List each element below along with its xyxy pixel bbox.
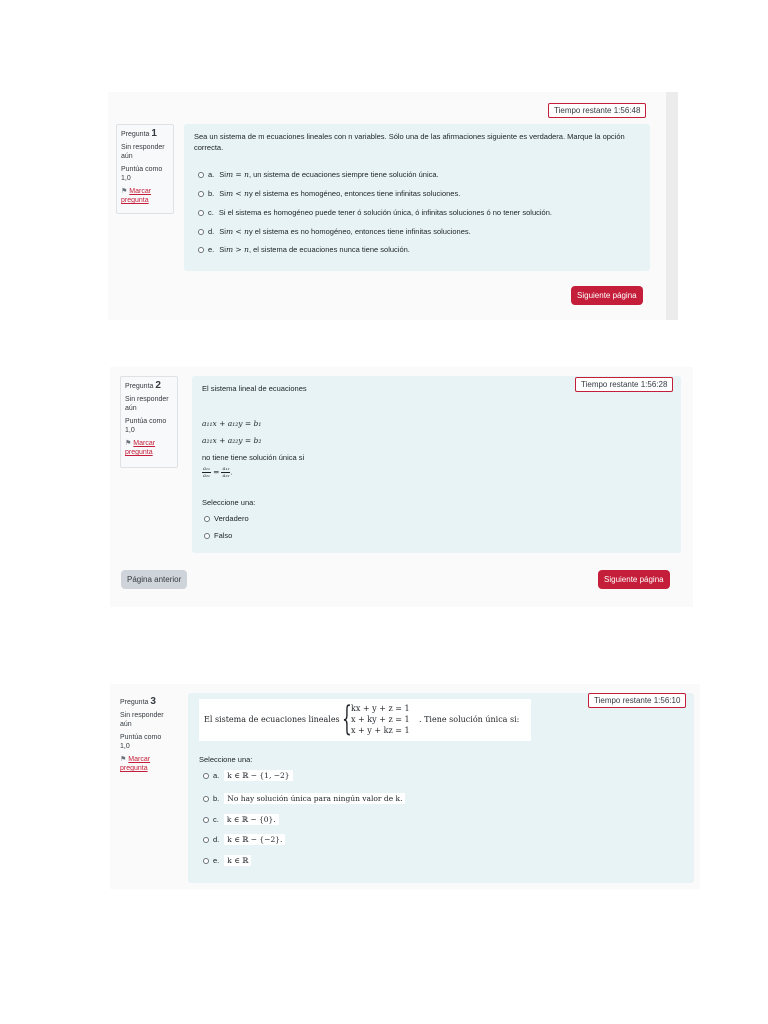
- flag-question-link[interactable]: ⚑ Marcar pregunta: [120, 756, 151, 772]
- answer-option-e[interactable]: e. k ∈ ℝ: [203, 855, 251, 866]
- radio-button[interactable]: [203, 773, 209, 779]
- previous-page-button[interactable]: Página anterior: [121, 570, 187, 589]
- radio-button[interactable]: [198, 247, 204, 253]
- flag-question-link[interactable]: ⚑ Marcar pregunta: [121, 188, 152, 204]
- flag-question-link[interactable]: ⚑ Marcar pregunta: [125, 440, 156, 456]
- choose-one-label: Seleccione una:: [202, 498, 256, 507]
- answer-option-c[interactable]: c. Si el sistema es homogéneo puede tener ó solución única, ó infinitas soluciones ó no tener solución.: [198, 208, 552, 217]
- equation-2: a₂₁x + a₂₂y = b₂: [202, 436, 262, 445]
- question-content-2: [192, 376, 681, 553]
- question-info-1: [116, 124, 174, 214]
- answer-option-d[interactable]: d. Si m < n y el sistema es no homogéneo, entonces tiene infinitas soluciones.: [198, 227, 471, 236]
- answer-option-b[interactable]: b. Si m < n y el sistema es homogéneo, entonces tiene infinitas soluciones.: [198, 189, 460, 198]
- radio-button[interactable]: [198, 191, 204, 197]
- radio-button[interactable]: [198, 229, 204, 235]
- question-info-2: [120, 376, 178, 468]
- answer-option-a[interactable]: a. k ∈ ℝ − {1, −2}: [203, 770, 293, 781]
- question-state: Sin responder aún: [120, 712, 164, 728]
- system-question: . Tiene solución única si:: [419, 715, 520, 724]
- answer-option-b[interactable]: b. No hay solución única para ningún valor de k.: [203, 793, 405, 804]
- answer-option-a[interactable]: a. Si m = n , un sistema de ecuaciones siempre tiene solución única.: [198, 170, 439, 179]
- radio-button[interactable]: [198, 172, 204, 178]
- answer-option-false[interactable]: Falso: [204, 531, 232, 540]
- fraction-right: $\frac{\text{a₁₂}}{\text{a₂₂}}$: [222, 466, 230, 479]
- next-page-button[interactable]: Siguiente página: [598, 570, 670, 589]
- system-of-equations: [199, 699, 531, 741]
- answer-option-c[interactable]: c. k ∈ ℝ − {0}.: [203, 814, 279, 825]
- flag-icon: ⚑: [120, 756, 127, 763]
- radio-button[interactable]: [204, 533, 210, 539]
- radio-button[interactable]: [203, 837, 209, 843]
- flag-icon: ⚑: [125, 440, 132, 447]
- radio-button[interactable]: [204, 516, 210, 522]
- question-mark: Puntúa como 1,0: [125, 418, 167, 434]
- question-mark: Puntúa como 1,0: [120, 734, 162, 750]
- question-text: Sea un sistema de m ecuaciones lineales con n variables. Sólo una de las afirmaciones siguiente es verdadera. Marque la opción correcta.: [194, 132, 625, 152]
- next-page-button[interactable]: Siguiente página: [571, 286, 643, 305]
- brace-symbol: {: [342, 699, 352, 739]
- radio-button[interactable]: [198, 210, 204, 216]
- fraction-condition: $\frac{\text{a₁₁}}{\text{a₂₁}}$ = $\frac{\text{a₁₂}}{\text{a₂₂}}$ .: [203, 466, 233, 479]
- answer-option-true[interactable]: Verdadero: [204, 514, 249, 523]
- choose-one-label: Seleccione una:: [199, 755, 253, 764]
- quiz-timer: Tiempo restante 1:56:28: [575, 377, 673, 392]
- equation-1: a₁₁x + a₁₂y = b₁: [202, 419, 262, 428]
- quiz-timer: Tiempo restante 1:56:10: [588, 693, 686, 708]
- system-lines: kx + y + z = 1 x + ky + z = 1 x + y + kz = 1: [351, 704, 410, 735]
- question-number-label: Pregunta 3: [120, 696, 156, 707]
- quiz-timer: Tiempo restante 1:56:48: [548, 103, 646, 118]
- fraction-left: $\frac{\text{a₁₁}}{\text{a₂₁}}$: [203, 466, 210, 479]
- question-number-label: Pregunta 1: [121, 128, 157, 139]
- question-mark: Puntúa como 1,0: [121, 166, 163, 182]
- question-info-3: [116, 693, 174, 785]
- question-number-label: Pregunta 2: [125, 380, 161, 391]
- radio-button[interactable]: [203, 858, 209, 864]
- question-intro: El sistema lineal de ecuaciones: [202, 384, 307, 393]
- system-intro: El sistema de ecuaciones lineales: [204, 715, 340, 724]
- flag-icon: ⚑: [121, 188, 128, 195]
- radio-button[interactable]: [203, 817, 209, 823]
- question-condition: no tiene tiene solución única si: [202, 453, 305, 462]
- scrollbar[interactable]: [666, 92, 678, 320]
- question-state: Sin responder aún: [125, 396, 169, 412]
- question-state: Sin responder aún: [121, 144, 165, 160]
- radio-button[interactable]: [203, 796, 209, 802]
- answer-option-e[interactable]: e. Si m > n , el sistema de ecuaciones nunca tiene solución.: [198, 245, 410, 254]
- answer-option-d[interactable]: d. k ∈ ℝ − {−2}.: [203, 834, 285, 845]
